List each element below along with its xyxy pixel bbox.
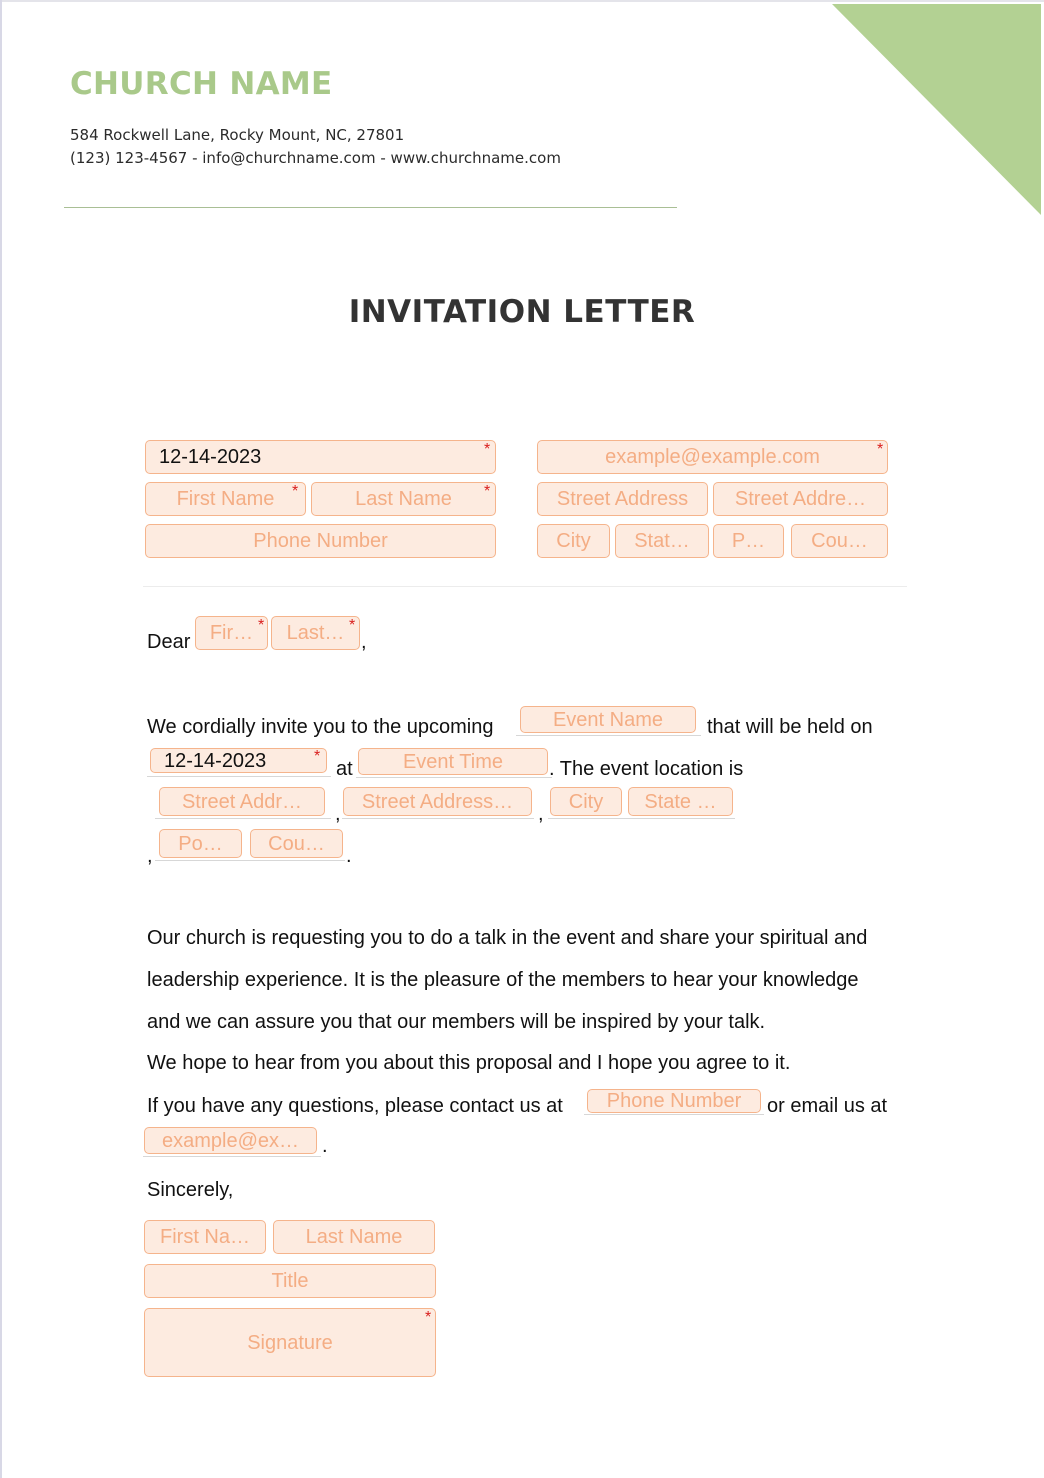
required-marker: *	[877, 441, 884, 458]
required-marker: *	[258, 617, 265, 634]
document-title: INVITATION LETTER	[348, 294, 696, 330]
contact-prefix-text: If you have any questions, please contact us at	[147, 1095, 563, 1117]
required-marker: *	[484, 483, 491, 500]
contact-period: .	[322, 1135, 328, 1157]
event-city-field[interactable]: City	[550, 787, 622, 816]
contact-email-field[interactable]: example@ex…	[144, 1127, 317, 1154]
section-divider	[143, 586, 907, 587]
first-name-field[interactable]: First Name	[145, 482, 306, 516]
location-text: . The event location is	[549, 758, 744, 780]
field-underline	[155, 860, 345, 861]
required-marker: *	[425, 1309, 432, 1326]
event-street-address-field[interactable]: Street Addr…	[159, 787, 325, 816]
field-underline	[548, 818, 735, 819]
sincerely-text: Sincerely,	[147, 1179, 234, 1201]
location-comma: ,	[147, 845, 153, 867]
required-marker: *	[292, 483, 299, 500]
location-comma: ,	[335, 803, 341, 825]
at-text: at	[336, 758, 353, 780]
header-divider	[64, 207, 677, 208]
signature-field[interactable]: Signature	[144, 1308, 436, 1377]
salutation-first-name-field[interactable]: Fir…	[195, 616, 268, 650]
required-marker: *	[349, 617, 356, 634]
required-marker: *	[314, 748, 321, 765]
event-state-field[interactable]: State …	[628, 787, 733, 816]
field-underline	[155, 818, 331, 819]
sender-last-name-field[interactable]: Last Name	[273, 1220, 435, 1254]
church-name: CHURCH NAME	[70, 66, 333, 102]
body-paragraph-line: leadership experience. It is the pleasure of the members to hear your knowledge	[147, 969, 859, 991]
field-underline	[356, 777, 552, 778]
salutation-comma: ,	[361, 631, 367, 653]
body-paragraph-line: and we can assure you that our members will be inspired by your talk.	[147, 1011, 766, 1033]
field-underline	[143, 1156, 321, 1157]
event-country-field[interactable]: Cou…	[250, 829, 343, 858]
email-field[interactable]: example@example.com	[537, 440, 888, 474]
held-on-text: that will be held on	[707, 716, 873, 738]
contact-mid-text: or email us at	[767, 1095, 888, 1117]
last-name-field[interactable]: Last Name	[311, 482, 496, 516]
street-address-field[interactable]: Street Address	[537, 482, 708, 516]
body-paragraph-line: Our church is requesting you to do a talk in the event and share your spiritual and	[147, 927, 868, 949]
required-marker: *	[484, 441, 491, 458]
body-paragraph-line: We hope to hear from you about this proposal and I hope you agree to it.	[147, 1052, 791, 1074]
postal-code-field[interactable]: P…	[713, 524, 784, 558]
location-period: .	[346, 845, 352, 867]
street-address-line2-field[interactable]: Street Addre…	[713, 482, 888, 516]
field-underline	[342, 818, 534, 819]
event-street-address-line2-field[interactable]: Street Address…	[343, 787, 532, 816]
salutation-last-name-field[interactable]: Last…	[271, 616, 360, 650]
event-postal-code-field[interactable]: Po…	[159, 829, 242, 858]
contact-phone-field[interactable]: Phone Number	[587, 1089, 761, 1113]
dear-label: Dear	[147, 631, 191, 653]
field-underline	[584, 1114, 764, 1115]
event-name-field[interactable]: Event Name	[520, 706, 696, 733]
sender-title-field[interactable]: Title	[144, 1264, 436, 1298]
city-field[interactable]: City	[537, 524, 610, 558]
corner-triangle-decoration	[0, 0, 1044, 230]
church-contact-line: (123) 123-4567 - info@churchname.com - www.churchname.com	[70, 149, 561, 167]
event-date-field[interactable]: 12-14-2023	[150, 748, 327, 773]
event-time-field[interactable]: Event Time	[358, 748, 548, 775]
field-underline	[147, 776, 331, 777]
country-field[interactable]: Cou…	[791, 524, 888, 558]
location-comma: ,	[538, 803, 544, 825]
invite-text: We cordially invite you to the upcoming	[147, 716, 494, 738]
field-underline	[516, 735, 701, 736]
church-address: 584 Rockwell Lane, Rocky Mount, NC, 27801	[70, 126, 405, 144]
phone-number-field[interactable]: Phone Number	[145, 524, 496, 558]
state-field[interactable]: Stat…	[615, 524, 709, 558]
date-field[interactable]: 12-14-2023	[145, 440, 496, 474]
sender-first-name-field[interactable]: First Na…	[144, 1220, 266, 1254]
